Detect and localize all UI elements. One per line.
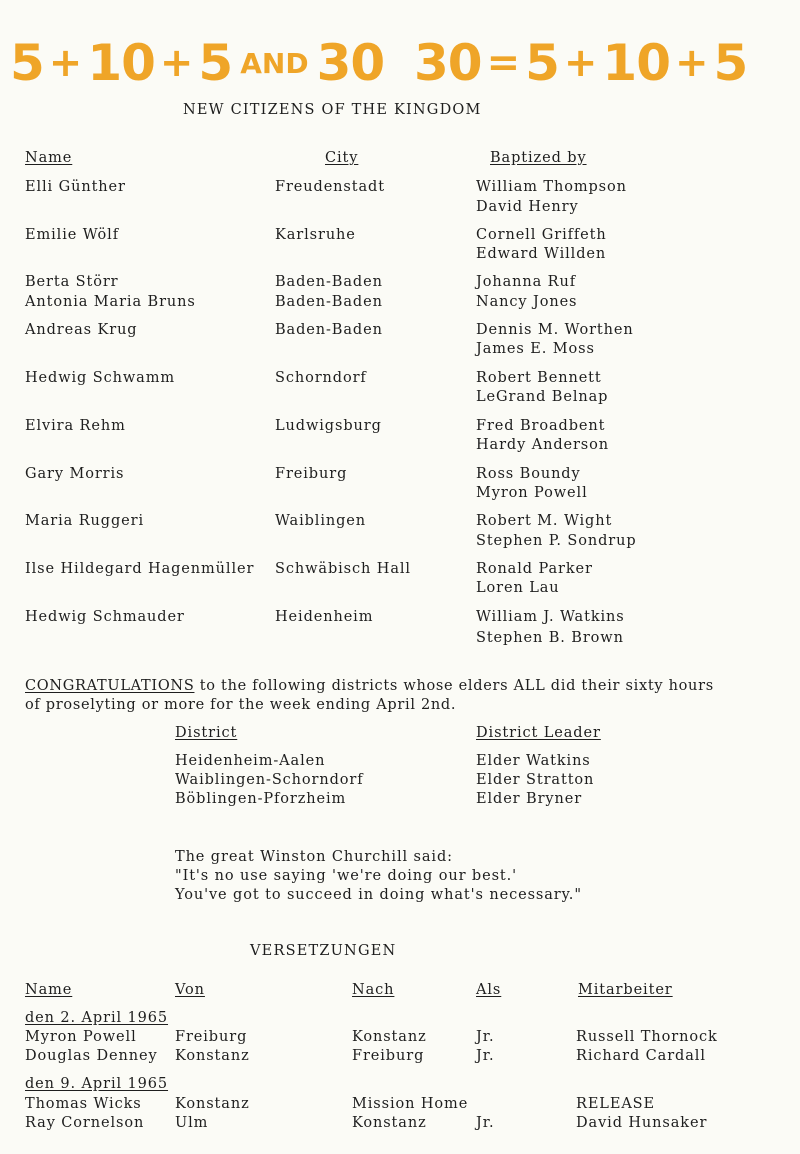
- transfer-mitarbeiter: David Hunsaker: [576, 1115, 708, 1131]
- transfers-title: VERSETZUNGEN: [250, 943, 397, 959]
- transfer-als: Jr.: [476, 1048, 495, 1064]
- citizen-city: Karlsruhe: [275, 227, 356, 243]
- baptizer: Cornell Griffeth: [476, 227, 607, 243]
- baptizer: William Thompson: [476, 179, 627, 195]
- citizen-city: Schwäbisch Hall: [275, 561, 411, 577]
- transfer-mitarbeiter: Richard Cardall: [576, 1048, 706, 1064]
- col-header-mitarbeiter: Mitarbeiter: [578, 982, 673, 998]
- baptizer: William J. Watkins: [476, 609, 625, 625]
- district-leader: Elder Bryner: [476, 791, 583, 807]
- citizen-name: Ilse Hildegard Hagenmüller: [25, 561, 255, 577]
- transfer-nach: Konstanz: [352, 1029, 427, 1045]
- citizen-city: Baden-Baden: [275, 294, 383, 310]
- transfer-mitarbeiter: Russell Thornock: [576, 1029, 718, 1045]
- banner-left-equation: [10, 34, 384, 92]
- quote-line: You've got to succeed in doing what's necessary.": [175, 887, 582, 903]
- transfer-nach: Mission Home: [352, 1096, 469, 1112]
- transfer-von: Freiburg: [175, 1029, 248, 1045]
- baptizer: Robert Bennett: [476, 370, 602, 386]
- citizen-city: Schorndorf: [275, 370, 367, 386]
- banner-number: 5: [10, 34, 44, 92]
- transfer-date: den 9. April 1965: [25, 1076, 169, 1092]
- banner-number: 30: [414, 34, 482, 92]
- baptizer: David Henry: [476, 199, 579, 215]
- quote-line: The great Winston Churchill said:: [175, 849, 453, 865]
- congratulations-text: to the following districts whose elders ALL did their sixty hours of proselyting or more for the week ending April 2nd.: [25, 678, 714, 713]
- transfer-mitarbeiter: RELEASE: [576, 1096, 656, 1112]
- district-name: Heidenheim-Aalen: [175, 753, 326, 769]
- citizen-name: Berta Störr: [25, 274, 119, 290]
- citizen-name: Hedwig Schwamm: [25, 370, 175, 386]
- transfer-name: Myron Powell: [25, 1029, 137, 1045]
- transfer-name: Thomas Wicks: [25, 1096, 142, 1112]
- banner-number: 10: [87, 34, 155, 92]
- transfer-name: Douglas Denney: [25, 1048, 158, 1064]
- citizen-city: Baden-Baden: [275, 274, 383, 290]
- banner-number: 5: [198, 34, 233, 92]
- col-header-als: Als: [476, 982, 502, 998]
- quote-line: "It's no use saying 'we're doing our best.': [175, 868, 518, 884]
- citizen-city: Waiblingen: [275, 513, 367, 529]
- baptizer: James E. Moss: [476, 341, 595, 357]
- col-header-city: City: [325, 150, 359, 166]
- citizen-name: Hedwig Schmauder: [25, 609, 185, 625]
- baptizer: Johanna Ruf: [476, 274, 576, 290]
- citizen-name: Gary Morris: [25, 466, 125, 482]
- baptizer: Myron Powell: [476, 485, 588, 501]
- banner-number: 5: [713, 34, 748, 92]
- baptizer: LeGrand Belnap: [476, 389, 609, 405]
- banner-number: 5: [525, 34, 559, 92]
- baptizer: Fred Broadbent: [476, 418, 606, 434]
- banner-right-equation: [414, 34, 747, 92]
- col-header-name: Name: [25, 982, 73, 998]
- citizen-city: Ludwigsburg: [275, 418, 382, 434]
- baptizer: Hardy Anderson: [476, 437, 610, 453]
- col-header-district: District: [175, 725, 238, 741]
- baptizer: Stephen B. Brown: [476, 630, 624, 646]
- banner-operator: =: [486, 40, 521, 86]
- citizens-title: NEW CITIZENS OF THE KINGDOM: [183, 102, 482, 118]
- citizen-name: Elli Günther: [25, 179, 126, 195]
- baptizer: Robert M. Wight: [476, 513, 613, 529]
- citizen-name: Emilie Wölf: [25, 227, 119, 243]
- district-leader: Elder Stratton: [476, 772, 595, 788]
- baptizer: Edward Willden: [476, 246, 607, 262]
- banner-operator: +: [48, 40, 83, 86]
- citizen-city: Baden-Baden: [275, 322, 383, 338]
- citizen-name: Elvira Rehm: [25, 418, 126, 434]
- congratulations-lead: CONGRATULATIONS: [25, 678, 195, 694]
- transfer-von: Konstanz: [175, 1096, 250, 1112]
- transfer-date: den 2. April 1965: [25, 1010, 169, 1026]
- transfer-als: Jr.: [476, 1115, 495, 1131]
- transfer-als: Jr.: [476, 1029, 495, 1045]
- col-header-district-leader: District Leader: [476, 725, 601, 741]
- citizen-name: Maria Ruggeri: [25, 513, 144, 529]
- banner-number: 30: [316, 34, 385, 92]
- col-header-nach: Nach: [352, 982, 395, 998]
- col-header-name: Name: [25, 150, 73, 166]
- transfer-name: Ray Cornelson: [25, 1115, 145, 1131]
- citizen-name: Andreas Krug: [25, 322, 138, 338]
- transfer-nach: Konstanz: [352, 1115, 427, 1131]
- baptizer: Ross Boundy: [476, 466, 581, 482]
- transfer-nach: Freiburg: [352, 1048, 425, 1064]
- banner-operator: +: [675, 40, 709, 86]
- baptizer: Loren Lau: [476, 580, 560, 596]
- citizen-city: Freiburg: [275, 466, 348, 482]
- baptizer: Dennis M. Worthen: [476, 322, 634, 338]
- citizen-city: Freudenstadt: [275, 179, 385, 195]
- baptizer: Stephen P. Sondrup: [476, 533, 637, 549]
- transfer-von: Ulm: [175, 1115, 209, 1131]
- citizen-city: Heidenheim: [275, 609, 374, 625]
- district-name: Böblingen-Pforzheim: [175, 791, 347, 807]
- district-leader: Elder Watkins: [476, 753, 591, 769]
- baptizer: Nancy Jones: [476, 294, 578, 310]
- citizen-name: Antonia Maria Bruns: [25, 294, 196, 310]
- district-name: Waiblingen-Schorndorf: [175, 772, 364, 788]
- col-header-von: Von: [175, 982, 205, 998]
- banner-number: 10: [602, 34, 671, 92]
- banner-operator: +: [563, 40, 598, 86]
- banner-and: AND: [240, 46, 309, 80]
- baptizer: Ronald Parker: [476, 561, 593, 577]
- col-header-baptized-by: Baptized by: [490, 150, 587, 166]
- banner-operator: +: [159, 40, 194, 86]
- transfer-von: Konstanz: [175, 1048, 250, 1064]
- congratulations-paragraph: [25, 677, 725, 715]
